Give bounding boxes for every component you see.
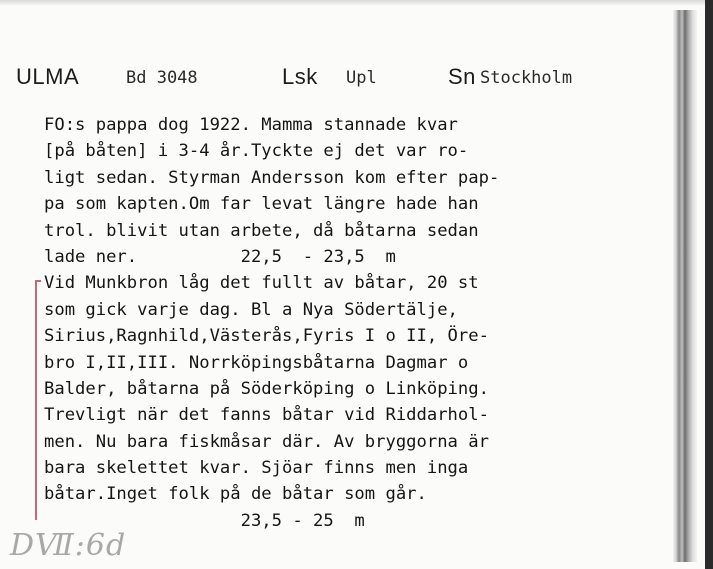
text-line: [på båten] i 3-4 år.Tyckte ej det var ro- (44, 141, 469, 162)
text-line: som gick varje dag. Bl a Nya Södertälje, (44, 299, 458, 320)
scanner-border (705, 0, 713, 569)
text-line: FO:s pappa dog 1922. Mamma stannade kvar (44, 115, 458, 135)
sn-value: Stockholm (480, 68, 573, 88)
card-header (16, 64, 656, 98)
text-line: Vid Munkbron låg det fullt av båtar, 20 st (44, 273, 479, 294)
text-line: Balder, båtarna på Söderköping o Linköping. (44, 378, 489, 399)
text-line: ligt sedan. Styrman Andersson kom efter pap- (44, 167, 500, 188)
card-edge-shadow (673, 10, 697, 562)
text-line: 23,5 - 25 m (44, 510, 365, 531)
typed-text-body (44, 112, 664, 534)
lsk-value: Upl (346, 68, 377, 88)
lsk-label: Lsk (282, 64, 318, 89)
top-edge (0, 0, 713, 6)
text-line: Sirius,Ragnhild,Västerås,Fyris I o II, Öre- (44, 326, 489, 347)
text-line: Trevligt när det fanns båtar vid Riddarhol- (44, 405, 489, 426)
margin-mark (35, 282, 37, 520)
text-line: trol. blivit utan arbete, då båtarna sedan (44, 220, 479, 241)
text-line: båtar.Inget folk på de båtar som går. (44, 484, 427, 505)
ulma-label: ULMA (16, 64, 80, 89)
text-line: bro I,II,III. Norrköpingsbåtarna Dagmar o (44, 352, 469, 373)
text-line: pa som kapten.Om far levat längre hade han (44, 194, 479, 215)
sn-label: Sn (448, 64, 476, 89)
handwritten-archive-code: DⅦ:6d (10, 528, 127, 563)
bd-number: Bd 3048 (126, 68, 198, 88)
text-line: bara skelettet kvar. Sjöar finns men inga (44, 458, 469, 479)
text-line: men. Nu bara fiskmåsar där. Av bryggorna är (44, 431, 489, 452)
text-line: lade ner. 22,5 - 23,5 m (44, 246, 396, 267)
